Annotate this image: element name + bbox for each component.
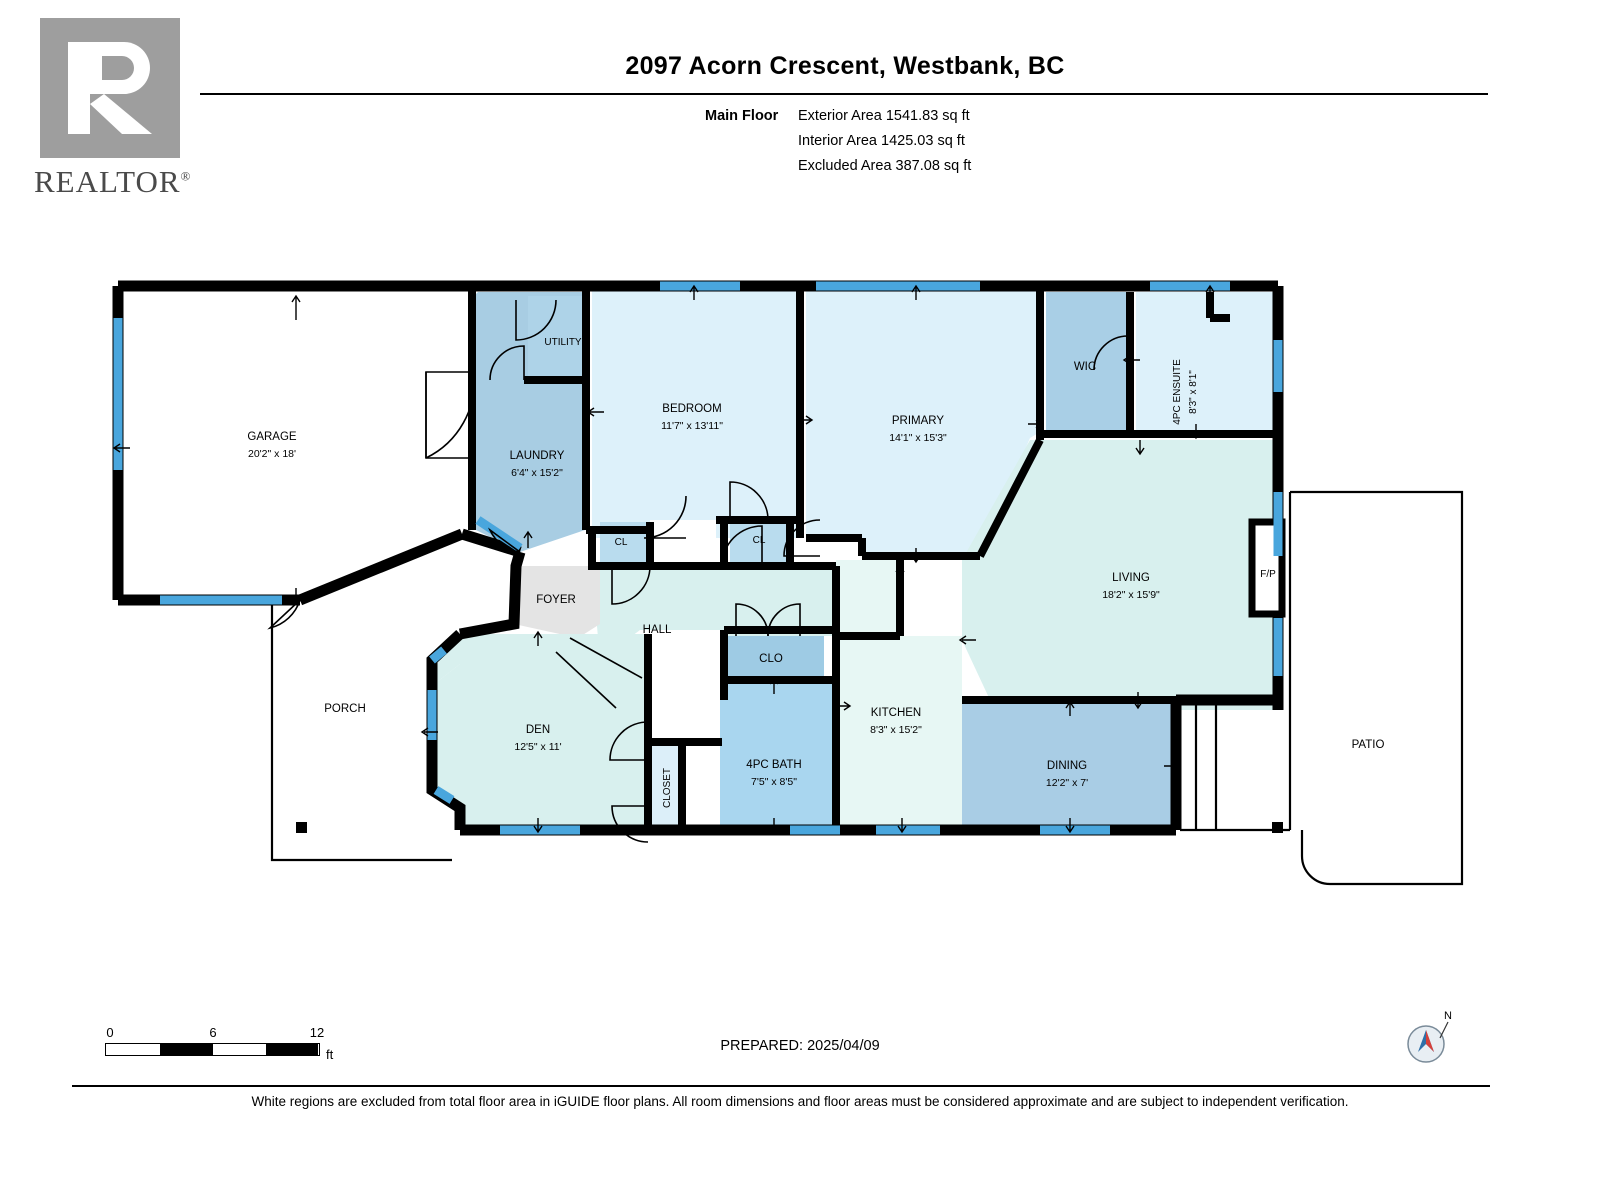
room-dim: 8'3" x 8'1" [1188, 370, 1199, 414]
room-label: DEN [525, 724, 551, 736]
room-label: PRIMARY [891, 415, 945, 427]
room-label: F/P [1260, 569, 1276, 580]
room-label: CLO [759, 653, 783, 665]
room-label: 4PC BATH [746, 759, 802, 771]
compass-north-label: N [1444, 1010, 1452, 1022]
compass-rose [1400, 1008, 1462, 1070]
page-title: 2097 Acorn Crescent, Westbank, BC [625, 52, 1065, 80]
logo-text: REALTOR® [34, 164, 192, 199]
patio-post [1272, 822, 1283, 833]
footer-divider [72, 1085, 1490, 1087]
room-label: WIC [1073, 361, 1097, 373]
room-label: CL [752, 535, 766, 546]
room-dim: 14'1" x 15'3" [889, 432, 947, 444]
room-dim: 6'4" x 15'2" [511, 467, 563, 479]
room-dim: 11'7" x 13'11" [661, 420, 723, 432]
room-label: HALL [642, 624, 672, 636]
room-label: PATIO [1351, 739, 1385, 751]
scale-unit: ft [326, 1047, 334, 1062]
room-label: BEDROOM [662, 403, 722, 415]
room-label: LIVING [1112, 572, 1150, 584]
room-label: CL [614, 537, 628, 548]
room-dim: 8'3" x 15'2" [870, 724, 922, 736]
scale-tick: 6 [209, 1025, 217, 1040]
prepared-date: PREPARED: 2025/04/09 [720, 1038, 880, 1054]
room-dim: 18'2" x 15'9" [1102, 589, 1160, 601]
room-label: GARAGE [247, 431, 297, 443]
room-dim: 12'2" x 7' [1045, 777, 1089, 789]
excluded-area: Excluded Area 387.08 sq ft [798, 158, 972, 174]
room-label: LAUNDRY [509, 450, 565, 462]
room-label: DINING [1046, 760, 1088, 772]
floor-label: Main Floor [705, 108, 779, 124]
room-label: PORCH [324, 703, 366, 715]
interior-area: Interior Area 1425.03 sq ft [798, 133, 965, 149]
room-dim: 12'5" x 11' [514, 741, 562, 753]
room-dim: 7'5" x 8'5" [751, 776, 797, 788]
room-fills [118, 286, 1278, 830]
room-label: UTILITY [544, 337, 582, 348]
room-dim: 20'2" x 18' [247, 448, 297, 460]
porch-post [296, 822, 307, 833]
room-label: CLOSET [662, 767, 673, 809]
room-label: KITCHEN [870, 707, 922, 719]
scale-tick: 12 [309, 1025, 325, 1040]
exterior-area: Exterior Area 1541.83 sq ft [798, 108, 970, 124]
disclaimer-text: White regions are excluded from total floor area in iGUIDE floor plans. All room dimensions and floor areas must be considered approximate and are subject to independent verification. [251, 1094, 1349, 1109]
room-label: 4PC ENSUITE [1172, 359, 1183, 425]
scale-tick: 0 [106, 1025, 114, 1040]
room-label: FOYER [536, 594, 576, 606]
